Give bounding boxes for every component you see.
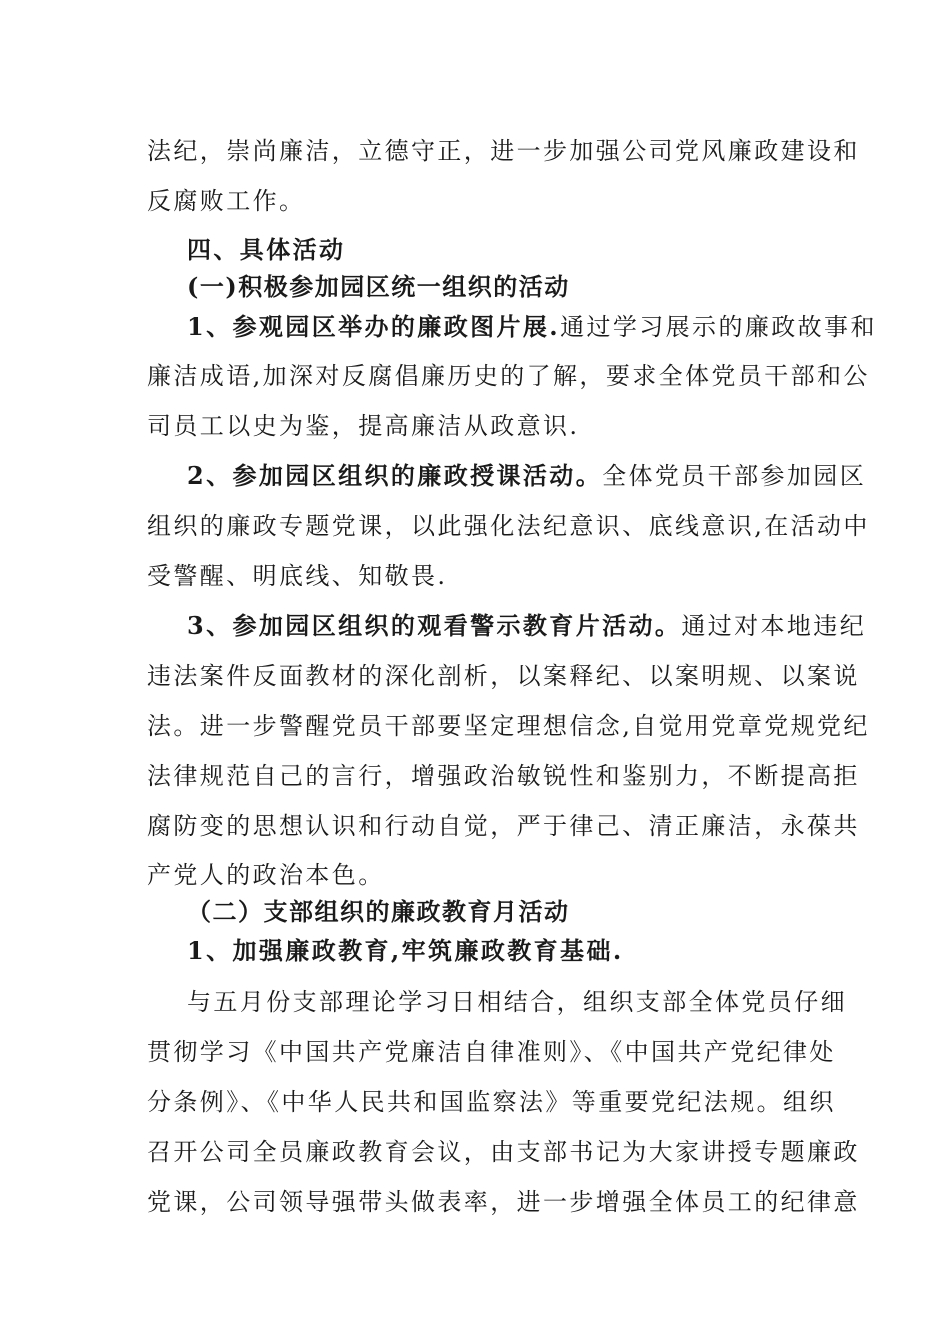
item-line (187, 312, 877, 342)
item-title: 1、参观园区举办的廉政图片展. (187, 312, 561, 341)
item-line (187, 461, 866, 491)
body-line: 腐防变的思想认识和行动自觉，严于律己、清正廉洁，永葆共 (147, 812, 860, 840)
body-line: 廉洁成语,加深对反腐倡廉历史的了解，要求全体党员干部和公 (147, 362, 870, 390)
section-heading: 四、具体活动 (187, 235, 346, 264)
body-line: 法纪，崇尚廉洁，立德守正，进一步加强公司党风廉政建设和 (147, 137, 860, 165)
item-text: 通过对本地违纪 (681, 612, 867, 640)
body-line: 组织的廉政专题党课，以此强化法纪意识、底线意识,在活动中 (147, 512, 870, 540)
body-line: 贯彻学习《中国共产党廉洁自律准则》、《中国共产党纪律处 (147, 1038, 836, 1066)
body-line: 党课，公司领导强带头做表率，进一步增强全体员工的纪律意 (147, 1188, 860, 1216)
body-line: 产党人的政治本色。 (147, 861, 385, 889)
body-line: 分条例》、《中华人民共和国监察法》等重要党纪法规。组织 (147, 1088, 836, 1116)
body-line: 受警醒、明底线、知敬畏. (147, 562, 448, 590)
item-line (187, 611, 866, 641)
body-line: 法律规范自己的言行，增强政治敏锐性和鉴别力，不断提高拒 (147, 762, 860, 790)
body-line: 与五月份支部理论学习日相结合，组织支部全体党员仔细 (187, 988, 847, 1016)
subsection-heading: （二）支部组织的廉政教育月活动 (187, 897, 570, 926)
item-text: 全体党员干部参加园区 (602, 462, 867, 490)
body-line: 召开公司全员廉政教育会议，由支部书记为大家讲授专题廉政 (147, 1138, 860, 1166)
item-text: 通过学习展示的廉政故事和 (560, 313, 877, 341)
item-title: 3、参加园区组织的观看警示教育片活动。 (187, 611, 682, 640)
body-line: 违法案件反面教材的深化剖析，以案释纪、以案明规、以案说 (147, 662, 860, 690)
item-title: 1、加强廉政教育,牢筑廉政教育基础. (187, 936, 624, 965)
body-line: 反腐败工作。 (147, 187, 306, 215)
body-line: 司员工以史为鉴，提高廉洁从政意识. (147, 412, 580, 440)
item-title: 2、参加园区组织的廉政授课活动。 (187, 461, 603, 490)
subsection-heading: (一)积极参加园区统一组织的活动 (187, 272, 570, 301)
body-line: 法。进一步警醒党员干部要坚定理想信念,自觉用党章党规党纪 (147, 712, 870, 740)
